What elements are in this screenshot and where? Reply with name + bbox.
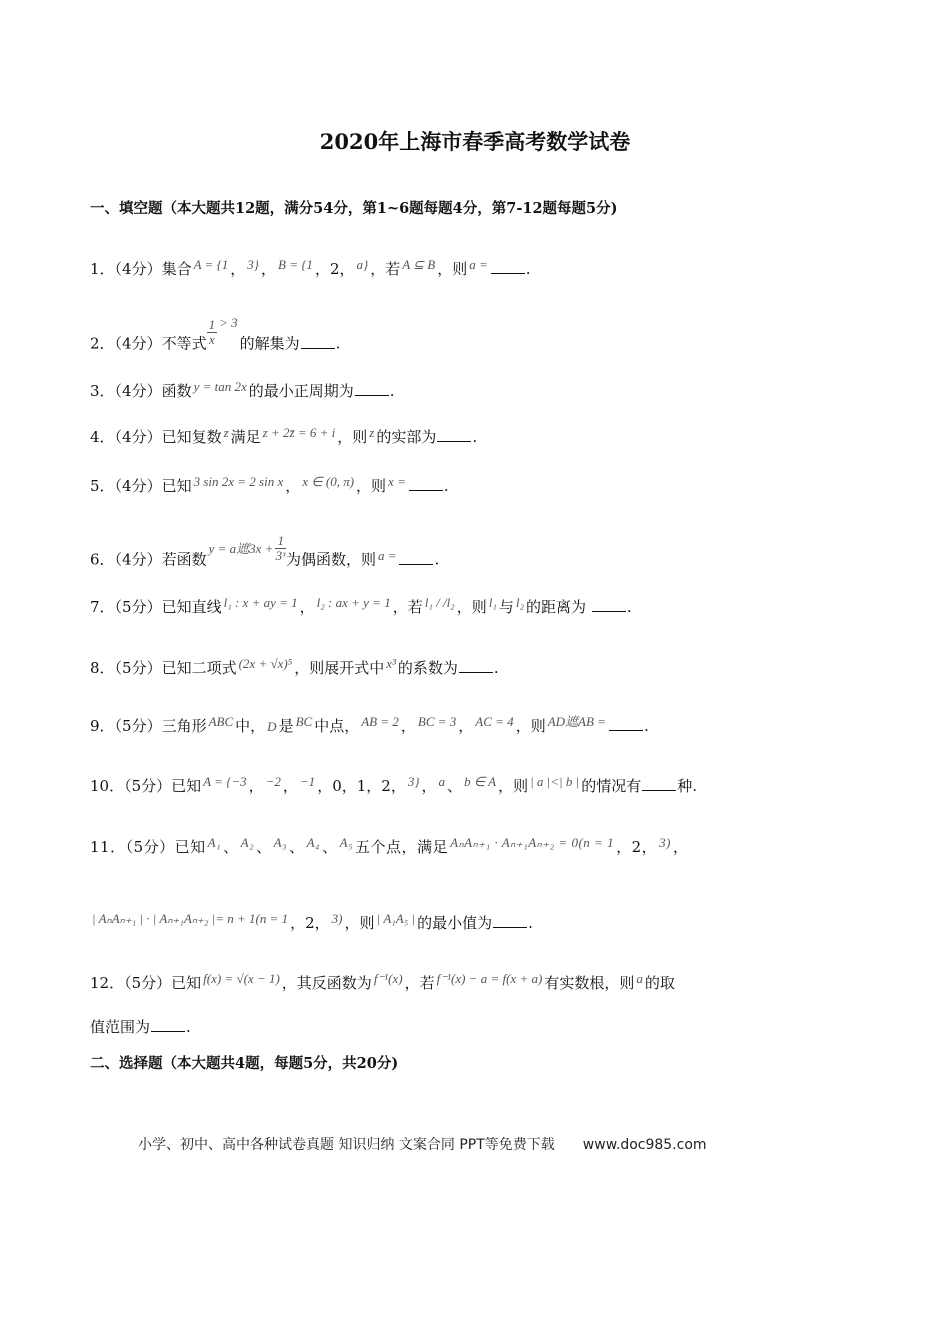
section-fill-in-heading: 一、填空题（本大题共12题，满分54分，第1~6题每题4分，第7-12题每题5分): [90, 200, 618, 217]
answer-blank: [459, 658, 493, 673]
answer-blank: [493, 913, 527, 928]
fraction: $\frac{1}{\text{3ˣ}}$: [275, 533, 286, 563]
question-4: 4．（4分）已知复数 z 满足 z + 2z̄ = 6 + i ，则 z 的实部为 .: [90, 425, 478, 446]
footer-text: 小学、初中、高中各种试卷真题 知识归纳 文案合同 PPT等免费下载: [138, 1137, 555, 1153]
answer-blank: [409, 476, 443, 491]
answer-blank: [491, 259, 525, 274]
page-title: 2020年上海市春季高考数学试卷: [319, 129, 631, 154]
question-8: 8．（5分）已知二项式 (2x + √x)⁵ ，则展开式中 x³ 的系数为 .: [90, 656, 499, 677]
answer-blank: [609, 716, 643, 731]
answer-blank: [399, 550, 433, 565]
question-12-continued: 值范围为 .: [90, 1018, 191, 1036]
question-2: 2．（4分）不等式 $\frac{1}{x}$ > 3的解集为 .: [90, 314, 341, 353]
question-1: 1．（4分）集合 A = {1 ， 3} ， B = {1 ，2， a} ，若 A ⊆ B ，则 a = .: [90, 257, 531, 278]
answer-blank: [151, 1017, 185, 1032]
question-9: 9．（5分）三角形 ABC 中， D 是 BC 中点， AB = 2 ， BC = 3 ， AC = 4 ，则 AD遮AB = .: [90, 714, 649, 735]
question-7: 7．（5分）已知直线 l₁ : x + ay = 1 ， l₂ : ax + y = 1 ，若 l₁ / /l₂ ，则 l₁ 与 l₂ 的距离为 .: [90, 595, 632, 616]
question-10: 10．（5分）已知 A = {−3 ， −2 ， −1 ，0，1，2， 3} ， a 、 b ∈ A ，则 | a |<| b | 的情况有 种.: [90, 774, 697, 795]
answer-blank: [355, 381, 389, 396]
question-11-continued: | AₙAₙ₊₁ | · | Aₙ₊₁Aₙ₊₂ |= n + 1(n = 1 ，2， 3) ，则 | A₁A₅ | 的最小值为 .: [92, 911, 533, 932]
answer-blank: [642, 776, 676, 791]
question-6: 6．（4分）若函数y = a遮3x + $\frac{1}{\text{3ˣ}}$ 为偶函数，则 a = .: [90, 533, 440, 569]
question-11: 11．（5分）已知 A₁ 、 A₂ 、 A₃ 、 A₄ 、 A₅ 五个点，满足 AₙAₙ₊₁ · Aₙ₊₁Aₙ₊₂ = 0(n = 1 ，2， 3) ，: [90, 835, 689, 856]
answer-blank: [592, 597, 626, 612]
footer-url: www.doc985.com: [582, 1137, 707, 1153]
question-5: 5．（4分）已知 3 sin 2x = 2 sin x ， x ∈ (0, π) ，则 x = .: [90, 474, 449, 495]
answer-blank: [437, 427, 471, 442]
question-12: 12．（5分）已知 f(x) = √(x − 1) ，其反函数为 f⁻¹(x) ，若 f⁻¹(x) − a = f(x + a) 有实数根，则 a 的取: [90, 971, 675, 992]
question-3: 3．（4分）函数 y = tan 2x 的最小正周期为 .: [90, 379, 395, 400]
answer-blank: [301, 334, 335, 349]
fraction: $\frac{1}{x}$: [208, 317, 216, 347]
section-choice-heading: 二、选择题（本大题共4题，每题5分，共20分): [90, 1055, 399, 1072]
footer-banner: [138, 1134, 707, 1154]
